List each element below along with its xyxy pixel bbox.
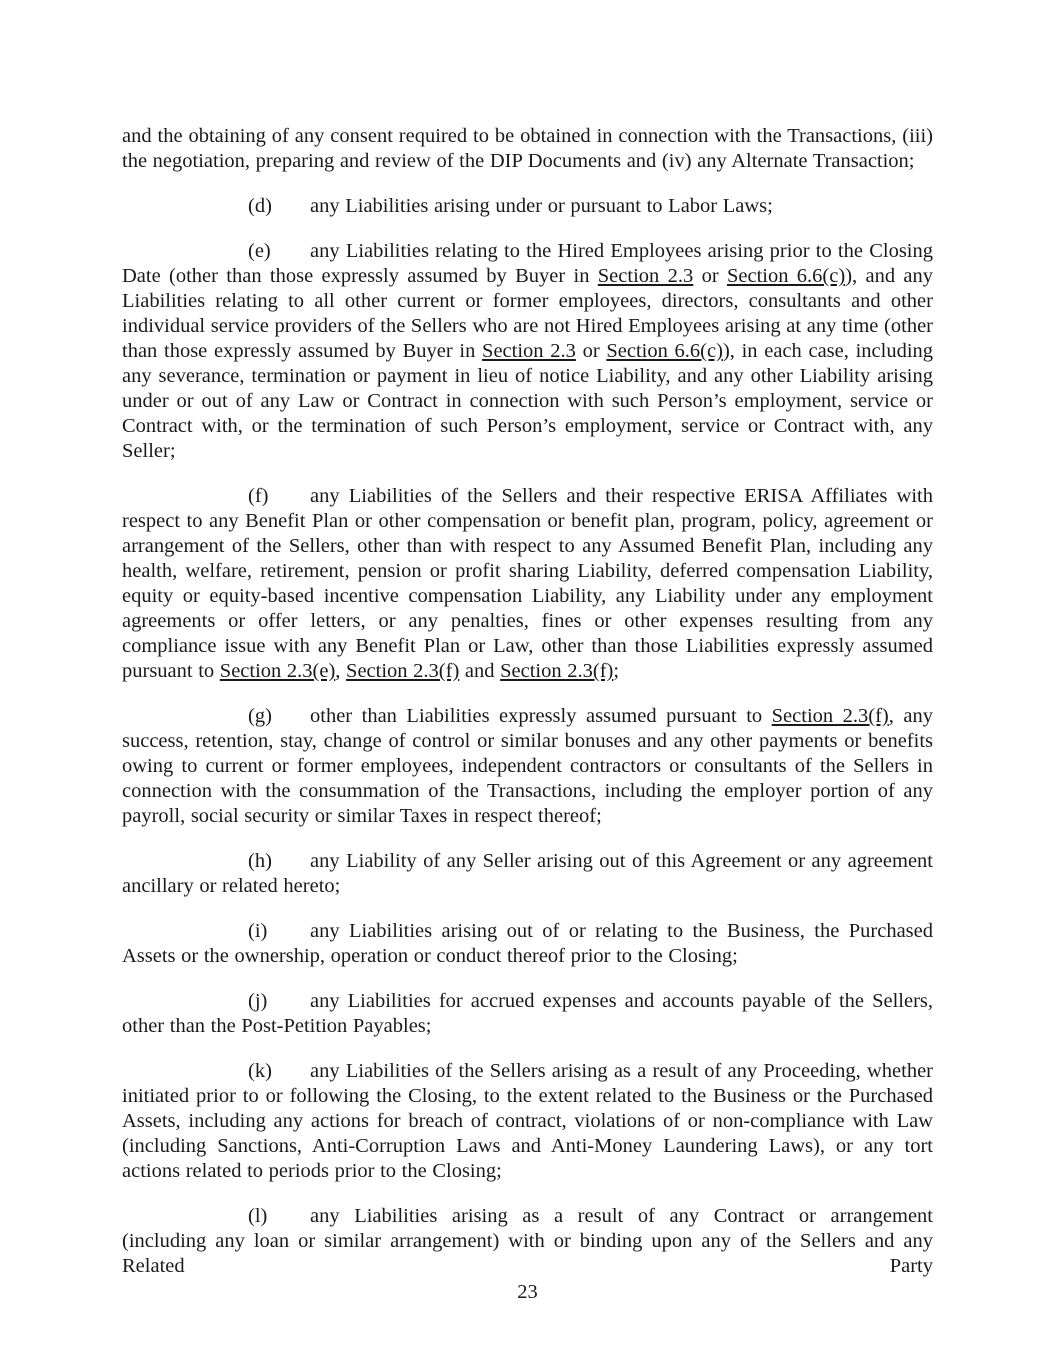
- paragraph-label: (g): [248, 705, 272, 727]
- paragraph: [122, 849, 933, 899]
- page-footer: [0, 1280, 1055, 1305]
- section-reference: Section 6.6(c): [726, 265, 846, 287]
- paragraph: [122, 124, 933, 174]
- paragraph-label: (d): [248, 195, 272, 217]
- text-segment: ), and any Liabilities relating to all other current or former employees, directors, consultants and other individual service providers of the Sellers who are not Hired Employees arising at any time (other than those expressly assumed by Buyer in: [122, 265, 934, 362]
- section-reference: Section 6.6(c): [606, 340, 723, 362]
- page-number: 23: [517, 1281, 538, 1303]
- section-reference: Section 2.3(f): [346, 660, 460, 682]
- section-reference: Section 2.3: [597, 265, 694, 287]
- text-segment: any Liabilities relating to the Hired Employees arising prior to the Closing Date (other than those expressly assumed by Buyer in: [122, 240, 933, 287]
- text-segment: or: [575, 340, 607, 362]
- paragraph-label: (h): [248, 850, 272, 872]
- text-segment: ;: [613, 660, 620, 682]
- document-body: [122, 124, 933, 1299]
- paragraph: [122, 1059, 933, 1184]
- paragraph: [122, 989, 933, 1039]
- paragraph: [122, 704, 933, 829]
- text-segment: any Liabilities of the Sellers arising as a result of any Proceeding, whether initiated prior to or following the Closing, to the extent related to the Business or the Purchased Assets, including any actions for breach of contract, violations of or non-compliance with Law (including Sanctions, Anti-Corruption Laws and Anti-Money Laundering Laws), or any tort actions related to periods prior to the Closing;: [122, 1060, 933, 1182]
- paragraph: [122, 919, 933, 969]
- paragraph-label: (l): [248, 1205, 268, 1227]
- paragraph: [122, 239, 933, 464]
- text-segment: ), in each case, including any severance, termination or payment in lieu of notice Liability, and any other Liability arising under or out of any Law or Contract in connection with such Person’s employment, service or Contract with, or the termination of such Person’s employment, service or Contract with, any Seller;: [122, 340, 934, 462]
- text-segment: any Liabilities arising under or pursuant to Labor Laws;: [310, 195, 773, 217]
- paragraph: [122, 1204, 933, 1279]
- paragraph-label: (f): [248, 485, 269, 507]
- text-segment: any Liabilities for accrued expenses and accounts payable of the Sellers, other than the Post-Petition Payables;: [122, 990, 933, 1037]
- text-segment: and the obtaining of any consent required to be obtained in connection with the Transactions, (iii) the negotiation, preparing and review of the DIP Documents and (iv) any Alternate Transaction;: [122, 125, 933, 172]
- section-reference: Section 2.3(f): [771, 705, 889, 727]
- text-segment: any Liabilities of the Sellers and their respective ERISA Affiliates with respect to any Benefit Plan or other compensation or benefit plan, program, policy, agreement or arrangement of the Sellers, other than with respect to any Assumed Benefit Plan, including any health, welfare, retirement, pension or profit sharing Liability, deferred compensation Liability, equity or equity-based incentive compensation Liability, any Liability under any employment agreements or offer letters, or any penalties, fines or other expenses resulting from any compliance issue with any Benefit Plan or Law, other than those Liabilities expressly assumed pursuant to: [122, 485, 933, 682]
- text-segment: , any success, retention, stay, change of control or similar bonuses and any other payments or benefits owing to current or former employees, independent contractors or consultants of the Sellers in connection with the consummation of the Transactions, including the employer portion of any payroll, social security or similar Taxes in respect thereof;: [122, 705, 933, 827]
- paragraph-label: (k): [248, 1060, 272, 1082]
- text-segment: other than Liabilities expressly assumed pursuant to: [310, 705, 772, 727]
- section-reference: Section 2.3: [482, 340, 576, 362]
- paragraph-label: (j): [248, 990, 268, 1012]
- text-segment: ,: [335, 660, 347, 682]
- paragraph-label: (i): [248, 920, 268, 942]
- text-segment: and: [459, 660, 501, 682]
- text-segment: any Liability of any Seller arising out of this Agreement or any agreement ancillary or related hereto;: [122, 850, 933, 897]
- section-reference: Section 2.3(f): [500, 660, 614, 682]
- paragraph-label: (e): [248, 240, 271, 262]
- text-segment: or: [693, 265, 727, 287]
- section-reference: Section 2.3(e): [219, 660, 336, 682]
- text-segment: any Liabilities arising as a result of any Contract or arrangement (including any loan or similar arrangement) with or binding upon any of the Sellers and any Related Party: [122, 1205, 933, 1277]
- paragraph: [122, 194, 933, 219]
- text-segment: any Liabilities arising out of or relating to the Business, the Purchased Assets or the ownership, operation or conduct thereof prior to the Closing;: [122, 920, 933, 967]
- paragraph: [122, 484, 933, 684]
